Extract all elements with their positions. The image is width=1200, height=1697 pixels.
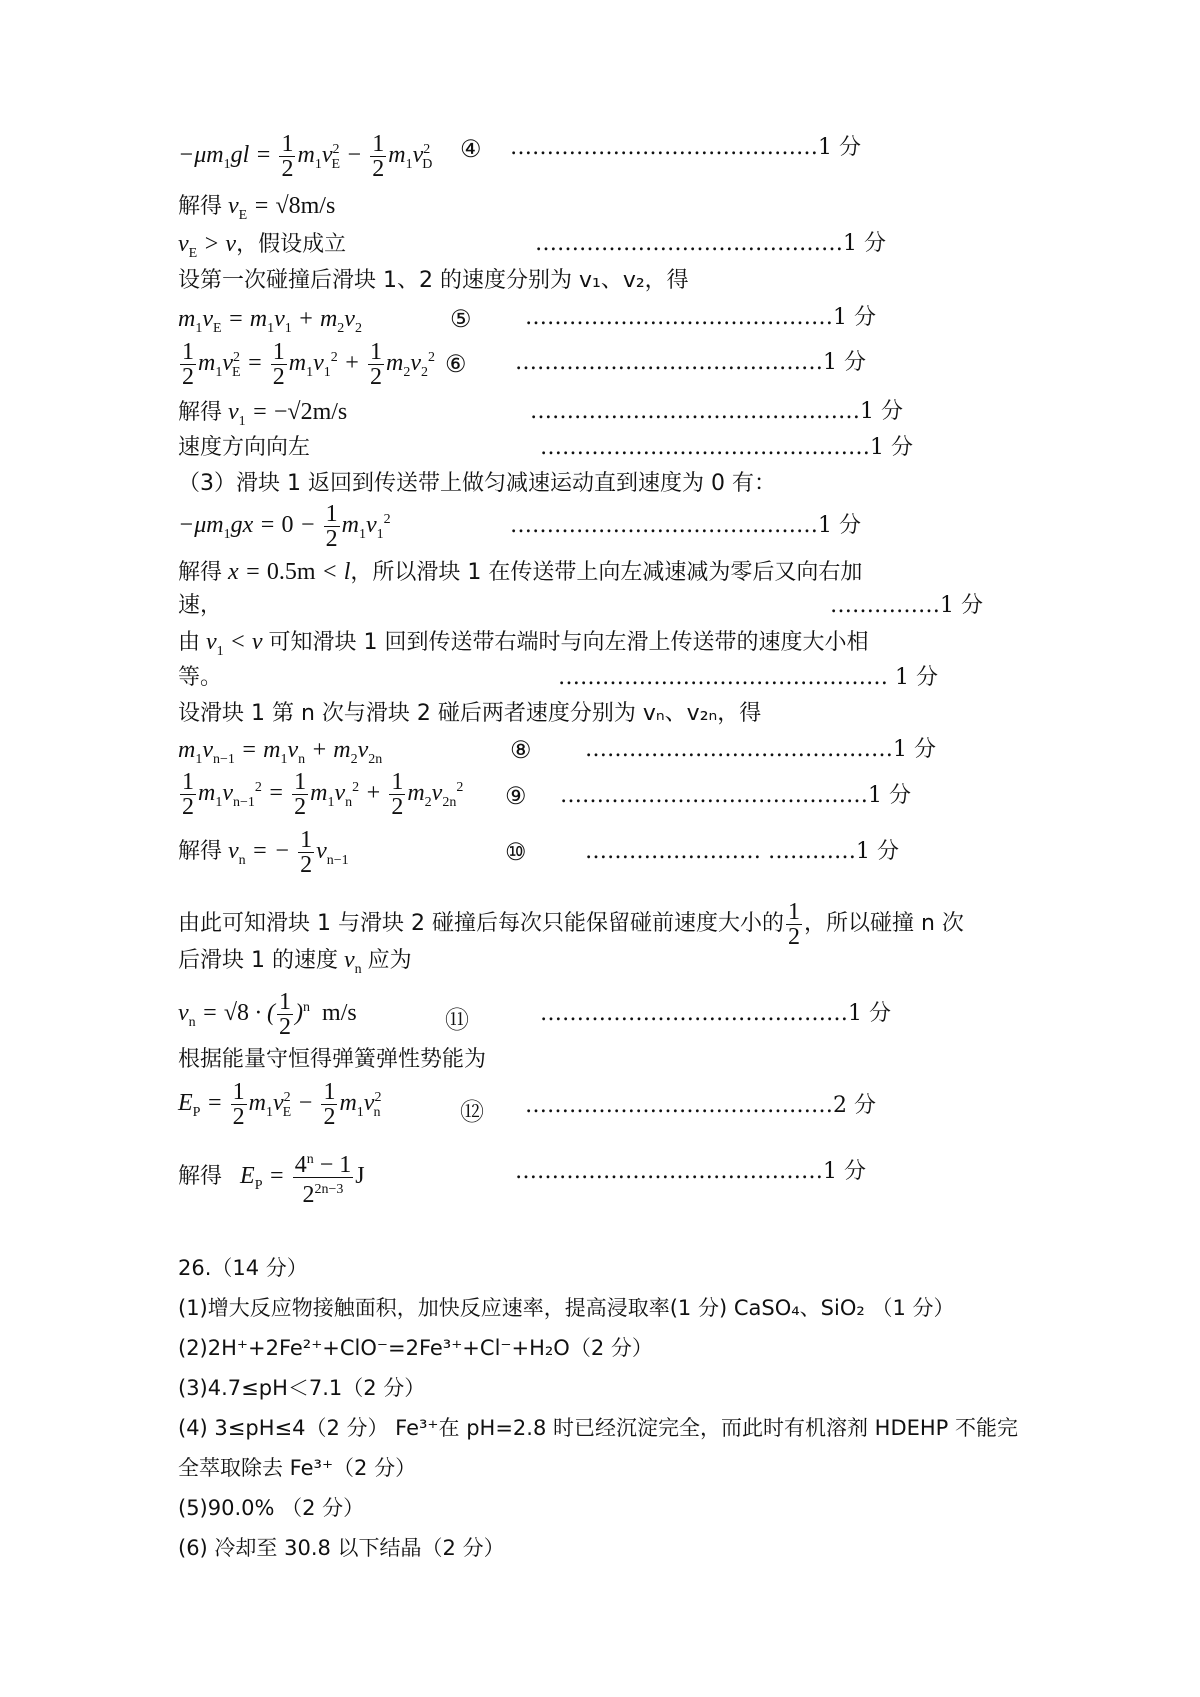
conclusion-line-2: 后滑块 1 的速度 $v_n$ 应为 xyxy=(178,947,412,977)
score-line-15: ……………………………………1 分 xyxy=(540,1001,891,1026)
q26-answer-4a: (4) 3≤pH≤4（2 分） Fe³⁺在 pH=2.8 时已经沉淀完全，而此时有机溶剂 HDEHP 不能完 xyxy=(178,1416,1019,1440)
score-line-6: ……………………………………1 分 xyxy=(515,350,866,375)
eq-number-12: ⑫ xyxy=(460,1098,484,1126)
result-vE: 解得 $v_E = √8m/s$ xyxy=(178,193,336,223)
score-line-5: ……………………………………1 分 xyxy=(525,305,876,330)
equation-vn-closed: $v_n = √8$ · ( $\frac{1}{2}$ )$^n$ m/s xyxy=(178,989,357,1040)
score-line-9: ……………………………………1 分 xyxy=(510,513,861,538)
result-label: 解得 xyxy=(178,194,223,219)
eq-number-6: ⑥ xyxy=(445,350,467,378)
nth-collision-intro: 设滑块 1 第 n 次与滑块 2 碰后两者速度分别为 vₙ、v₂ₙ，得 xyxy=(178,701,762,726)
equation-deceleration: $-\mu m_1gx = 0$ − $\frac{1}{2}$ $m_1v_1^2$ xyxy=(178,501,391,552)
score-line-11: ……………………………………… 1 分 xyxy=(558,665,938,690)
score-line-2: ……………………………………1 分 xyxy=(535,231,886,256)
eq-number-9: ⑨ xyxy=(505,782,527,810)
direction-text: 速度方向向左 xyxy=(178,435,311,460)
eq-number-5: ⑤ xyxy=(450,305,472,333)
q26-answer-4b: 全萃取除去 Fe³⁺（2 分） xyxy=(178,1456,417,1480)
eq-number-4: ④ xyxy=(460,135,482,163)
result-v1: 解得 $v_1 = -√2m/s$ xyxy=(178,399,348,429)
part3-heading: （3）滑块 1 返回到传送带上做匀减速运动直到速度为 0 有： xyxy=(178,471,776,496)
score-line-17: ……………………………………1 分 xyxy=(515,1159,866,1184)
eq-number-11: ⑪ xyxy=(445,1006,469,1034)
score-line-10: ……………1 分 xyxy=(830,593,983,618)
equation-energy-collision: $\frac{1}{2}$ $m_1v^2_E$ = $\frac{1}{2}$ $m_1v_1^2$ + $\frac{1}{2}$ $m_2v_2^2$ xyxy=(182,339,435,390)
equation-momentum-1: $m_1v_E = m_1v_1 + m_2v_2$ xyxy=(178,306,362,336)
score-line-16: ……………………………………2 分 xyxy=(525,1093,876,1118)
score-line-12: ……………………………………1 分 xyxy=(585,737,936,762)
equation-energy-n: $\frac{1}{2}$ $m_1v_{n-1}^2$ = $\frac{1}{2}$ $m_1v_n^2$ + $\frac{1}{2}$ $m_2v_{2n}^2$ xyxy=(182,769,464,820)
equation-momentum-n: $m_1v_{n-1} = m_1v_n + m_2v_{2n}$ xyxy=(178,737,383,767)
result-x-tail: 速， xyxy=(178,593,223,618)
result-vn-recursive: 解得 $v_n$ = − $\frac{1}{2}$ $v_{n-1}$ xyxy=(178,827,349,878)
result-x: 解得 x = 0.5m < l，所以滑块 1 在传送带上向左减速减为零后又向右加 xyxy=(178,559,863,585)
equation-energy-DE: $-\mu m_1gl$ = $\frac{1}{2}$ $m_1v^2_E$ − $\frac{1}{2}$ $m_1v^2_D$ xyxy=(178,131,433,182)
q26-answer-2: (2)2H⁺+2Fe²⁺+ClO⁻=2Fe³⁺+Cl⁻+H₂O（2 分） xyxy=(178,1336,653,1360)
q26-title: 26.（14 分） xyxy=(178,1256,308,1280)
collision-intro: 设第一次碰撞后滑块 1、2 的速度分别为 v₁、v₂，得 xyxy=(178,268,689,293)
score-line-7: ………………………………………1 分 xyxy=(530,399,903,424)
q26-answer-3: (3)4.7≤pH＜7.1（2 分） xyxy=(178,1376,426,1400)
energy-conservation-text: 根据能量守恒得弹簧弹性势能为 xyxy=(178,1047,487,1072)
v1-less-v-line: 由 $v_1 < v$ 可知滑块 1 回到传送带右端时与向左滑上传送带的速度大小相 xyxy=(178,629,869,659)
eq-number-8: ⑧ xyxy=(510,736,532,764)
score-line-1: ……………………………………1 分 xyxy=(510,135,861,160)
equal-tail: 等。 xyxy=(178,665,223,690)
conclusion-line-1: 由此可知滑块 1 与滑块 2 碰撞后每次只能保留碰前速度大小的 $\frac{1}{2}$ ，所以碰撞 n 次 xyxy=(178,899,964,950)
result-Ep: 解得 $E_P$ = $\frac{4^n - 1}{2^{2n-3}}$ J xyxy=(178,1148,365,1207)
q26-answer-1: (1)增大反应物接触面积，加快反应速率，提高浸取率(1 分) CaSO₄、SiO₂ （1 分） xyxy=(178,1296,955,1320)
score-line-8: ………………………………………1 分 xyxy=(540,435,913,460)
compare-line: $v_E > v$，假设成立 xyxy=(178,231,347,261)
score-line-13: ……………………………………1 分 xyxy=(560,783,911,808)
q26-answer-6: (6) 冷却至 30.8 以下结晶（2 分） xyxy=(178,1536,505,1560)
equation-Ep: $E_P$ = $\frac{1}{2}$ $m_1v^2_E$ − $\frac{1}{2}$ $m_1v^2_n$ xyxy=(178,1079,382,1130)
score-line-14: …………………… …………1 分 xyxy=(585,839,899,864)
eq-number-10: ⑩ xyxy=(505,838,527,866)
q26-answer-5: (5)90.0% （2 分） xyxy=(178,1496,365,1520)
